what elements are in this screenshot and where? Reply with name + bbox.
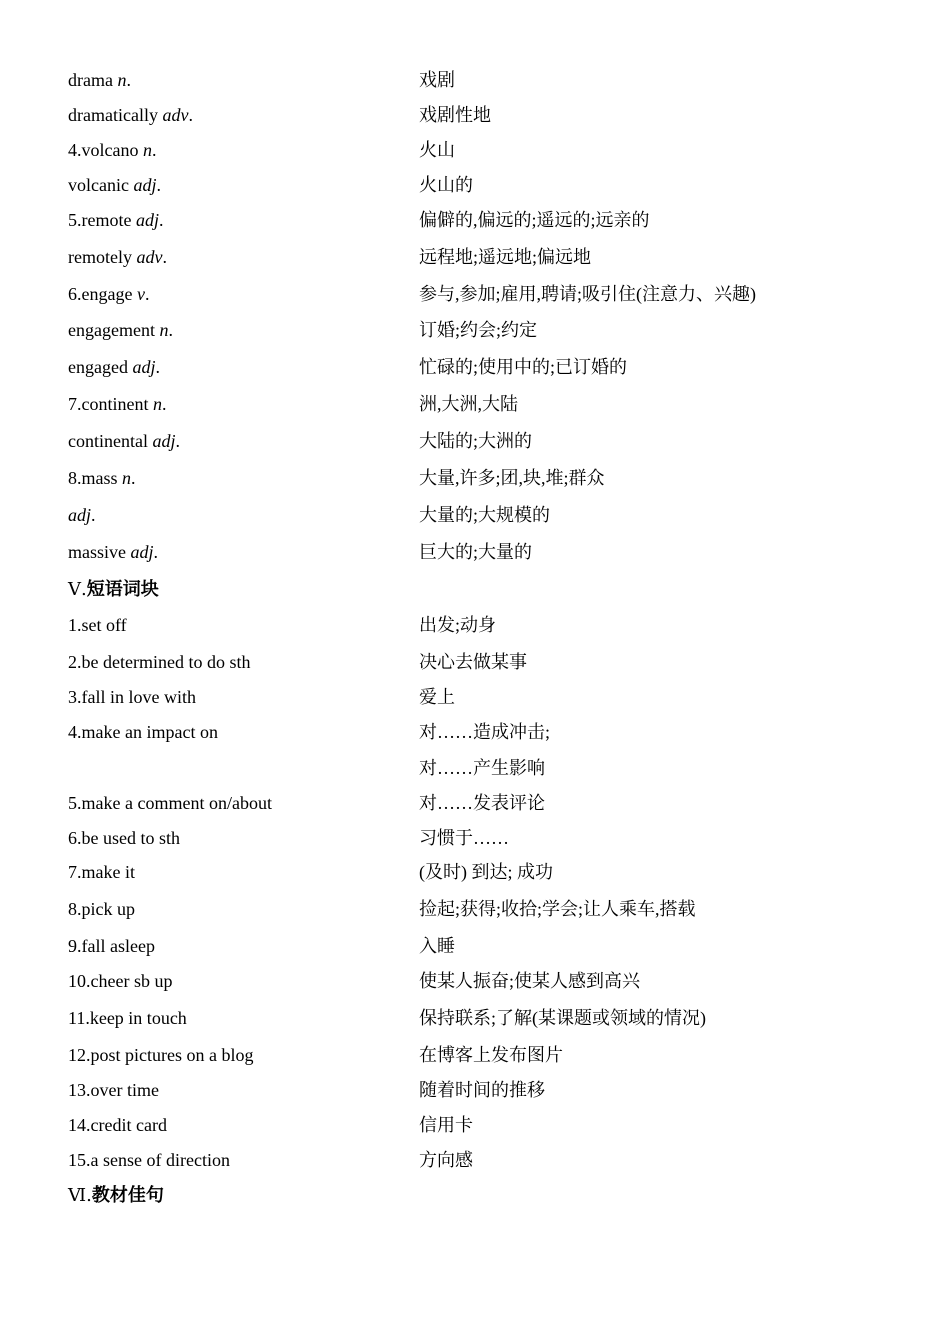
phrase-row: 4.make an impact on 对……造成冲击; [68,722,551,742]
phrase-row: 15.a sense of direction 方向感 [68,1150,473,1170]
vocab-row: engaged adj. 忙碌的;使用中的;已订婚的 [68,357,628,377]
vocab-row: 8.mass n. 大量,许多;团,块,堆;群众 [68,468,605,488]
vocab-row: remotely adv. 远程地;遥远地;偏远地 [68,247,592,267]
phrase-row: 14.credit card 信用卡 [68,1115,473,1135]
phrase-row: 1.set off 出发;动身 [68,615,497,635]
vocab-row: continental adj. 大陆的;大洲的 [68,431,533,451]
vocab-row: massive adj. 巨大的;大量的 [68,542,533,562]
phrase-row: 2.be determined to do sth 决心去做某事 [68,652,527,672]
phrase-row: 6.be used to sth 习惯于…… [68,828,509,848]
vocab-row: 6.engage v. 参与,参加;雇用,聘请;吸引住(注意力、兴趣) [68,284,756,304]
vocab-row: volcanic adj. 火山的 [68,175,473,195]
vocab-row: engagement n. 订婚;约会;约定 [68,320,538,340]
phrase-row: 9.fall asleep 入睡 [68,936,455,956]
phrase-row: 11.keep in touch 保持联系;了解(某课题或领域的情况) [68,1008,706,1028]
phrase-row-continuation: 对……产生影响 [419,758,545,778]
vocab-row: 5.remote adj. 偏僻的,偏远的;遥远的;远亲的 [68,210,650,230]
phrase-row: 13.over time 随着时间的推移 [68,1080,545,1100]
section-heading-phrases: Ⅴ.短语词块 [68,579,159,600]
phrase-row: 3.fall in love with 爱上 [68,687,455,707]
vocab-row: 4.volcano n. 火山 [68,140,455,160]
phrase-row: 8.pick up 捡起;获得;收拾;学会;让人乘车,搭载 [68,899,696,919]
phrase-row: 5.make a comment on/about 对……发表评论 [68,793,545,813]
vocab-row: adj. 大量的;大规模的 [68,505,551,525]
vocab-row: drama n. 戏剧 [68,70,455,90]
vocab-row: dramatically adv. 戏剧性地 [68,105,491,125]
section-heading-textbook-sentences: Ⅵ.教材佳句 [68,1185,164,1206]
vocab-row: 7.continent n. 洲,大洲,大陆 [68,394,518,414]
phrase-row: 7.make it (及时) 到达; 成功 [68,862,553,882]
phrase-row: 12.post pictures on a blog 在博客上发布图片 [68,1045,563,1065]
phrase-row: 10.cheer sb up 使某人振奋;使某人感到高兴 [68,971,640,991]
